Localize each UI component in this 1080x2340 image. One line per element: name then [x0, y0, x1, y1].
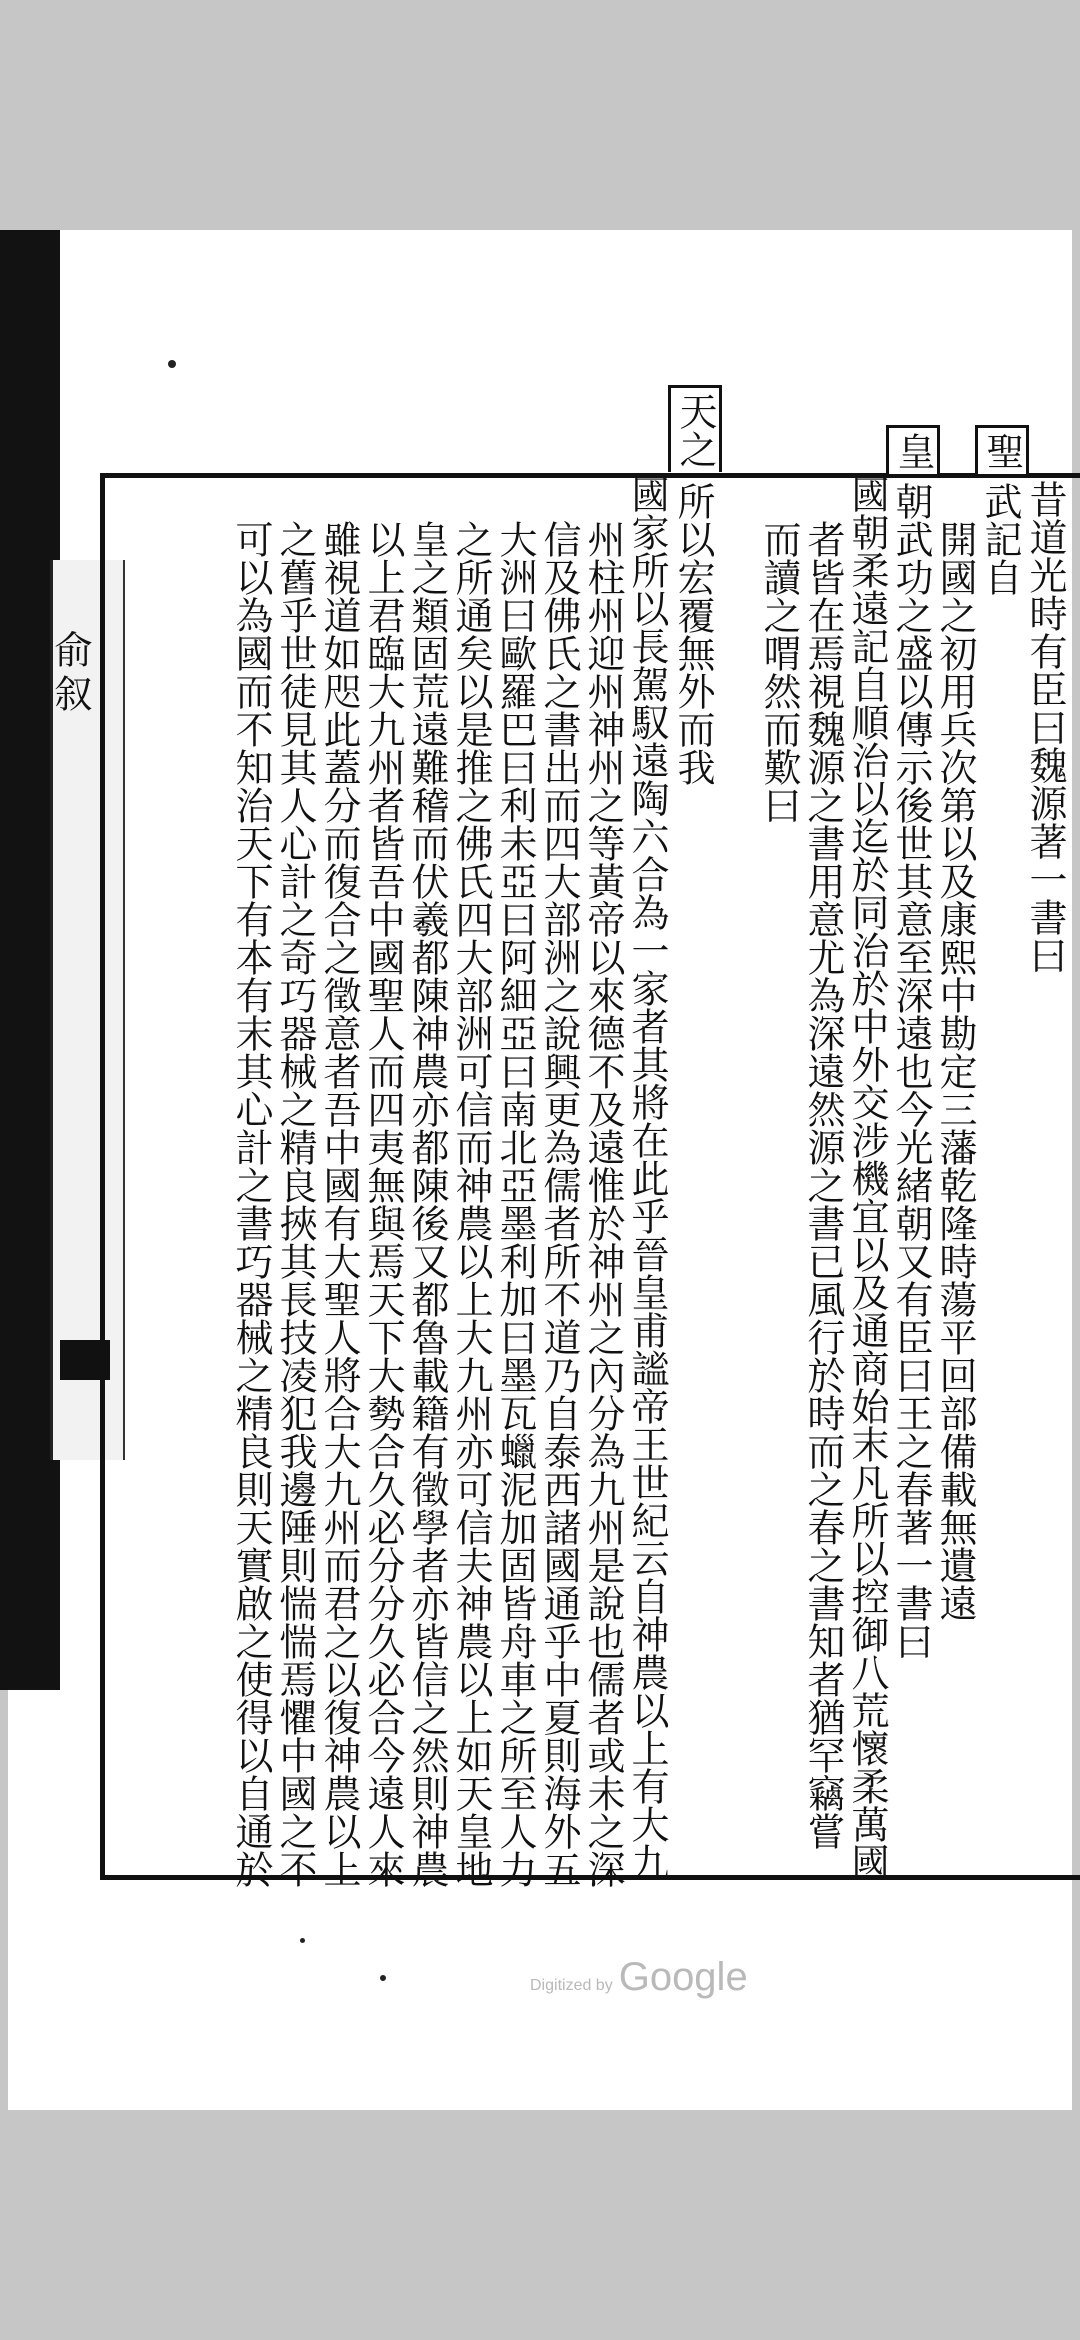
- text-column-7: 而讀之喟然而歎曰: [757, 520, 801, 824]
- watermark-prefix: Digitized by: [530, 1977, 613, 1994]
- ink-speck: [168, 360, 176, 368]
- text-column-6: 者皆在焉視魏源之書用意尤為深遠然源之書已風行於時而之春之書知者猶罕竊嘗: [801, 520, 845, 1850]
- text-column-14: 皇之類固荒遠難稽而伏羲都陳神農亦都陳後又都魯載籍有徵學者亦皆信之然則神農: [405, 520, 449, 1888]
- text-column-10: 州柱州迎州神州之等黃帝以來德不及遠惟於神州之內分為九州是說也儒者或未之深: [581, 520, 625, 1888]
- text-column-5: 國朝柔遠記自順治以迄於同治於中外交涉機宜以及通商始末凡所以控御八荒懷柔萬國: [845, 475, 889, 1881]
- text-column-3: 開國之初用兵次第以及康熙中勘定三藩乾隆時蕩平回部備載無遺遠: [933, 520, 977, 1622]
- text-column-16: 雖視道如咫此蓋分而復合之徵意者吾中國有大聖人將合大九州而君之以復神農以上: [317, 520, 361, 1888]
- elevation-tab-huang: 皇: [886, 425, 940, 474]
- text-column-4: 朝武功之盛以傳示後世其意至深遠也今光緒朝又有臣曰王之春著一書曰: [889, 482, 933, 1660]
- text-column-9: 國家所以長駕馭遠陶六合為一家者其將在此乎晉皇甫謐帝王世紀云自神農以上有大九: [625, 475, 669, 1881]
- ink-speck: [380, 1975, 386, 1981]
- text-column-17: 之舊乎世徒見其人心計之奇巧器械之精良挾其長技凌犯我邊陲則惴惴焉懼中國之不: [273, 520, 317, 1888]
- watermark-brand: Google: [618, 1955, 748, 1999]
- text-column-11: 信及佛氏之書出而四大部洲之說興更為儒者所不道乃自泰西諸國通乎中夏則海外五: [537, 520, 581, 1888]
- digitized-watermark: [530, 1955, 748, 2000]
- elevation-tab-sheng: 聖: [975, 425, 1029, 474]
- text-column-13: 之所通矣以是推之佛氏四大部洲可信而神農以上大九州亦可信夫神農以上如天皇地: [449, 520, 493, 1888]
- spine-label: 俞叙: [48, 630, 92, 718]
- text-column-15: 以上君臨大九州者皆吾中國聖人而四夷無與焉天下大勢合久必分分久必合今遠人來: [361, 520, 405, 1888]
- text-column-1: 昔道光時有臣曰魏源著一書曰: [1023, 480, 1067, 974]
- text-frame-left: [100, 473, 105, 1878]
- text-column-12: 大洲曰歐羅巴曰利未亞曰阿細亞曰南北亞墨利加曰墨瓦蠟泥加固皆舟車之所至人力: [493, 520, 537, 1888]
- ink-speck: [300, 1938, 305, 1943]
- text-column-8: 所以宏覆無外而我: [671, 482, 715, 786]
- text-column-2: 武記自: [978, 482, 1022, 596]
- elevation-tab-tian: 天之: [668, 385, 722, 472]
- text-column-18: 可以為國而不知治天下有本有末其心計之書巧器械之精良則天實啟之使得以自通於: [229, 520, 273, 1888]
